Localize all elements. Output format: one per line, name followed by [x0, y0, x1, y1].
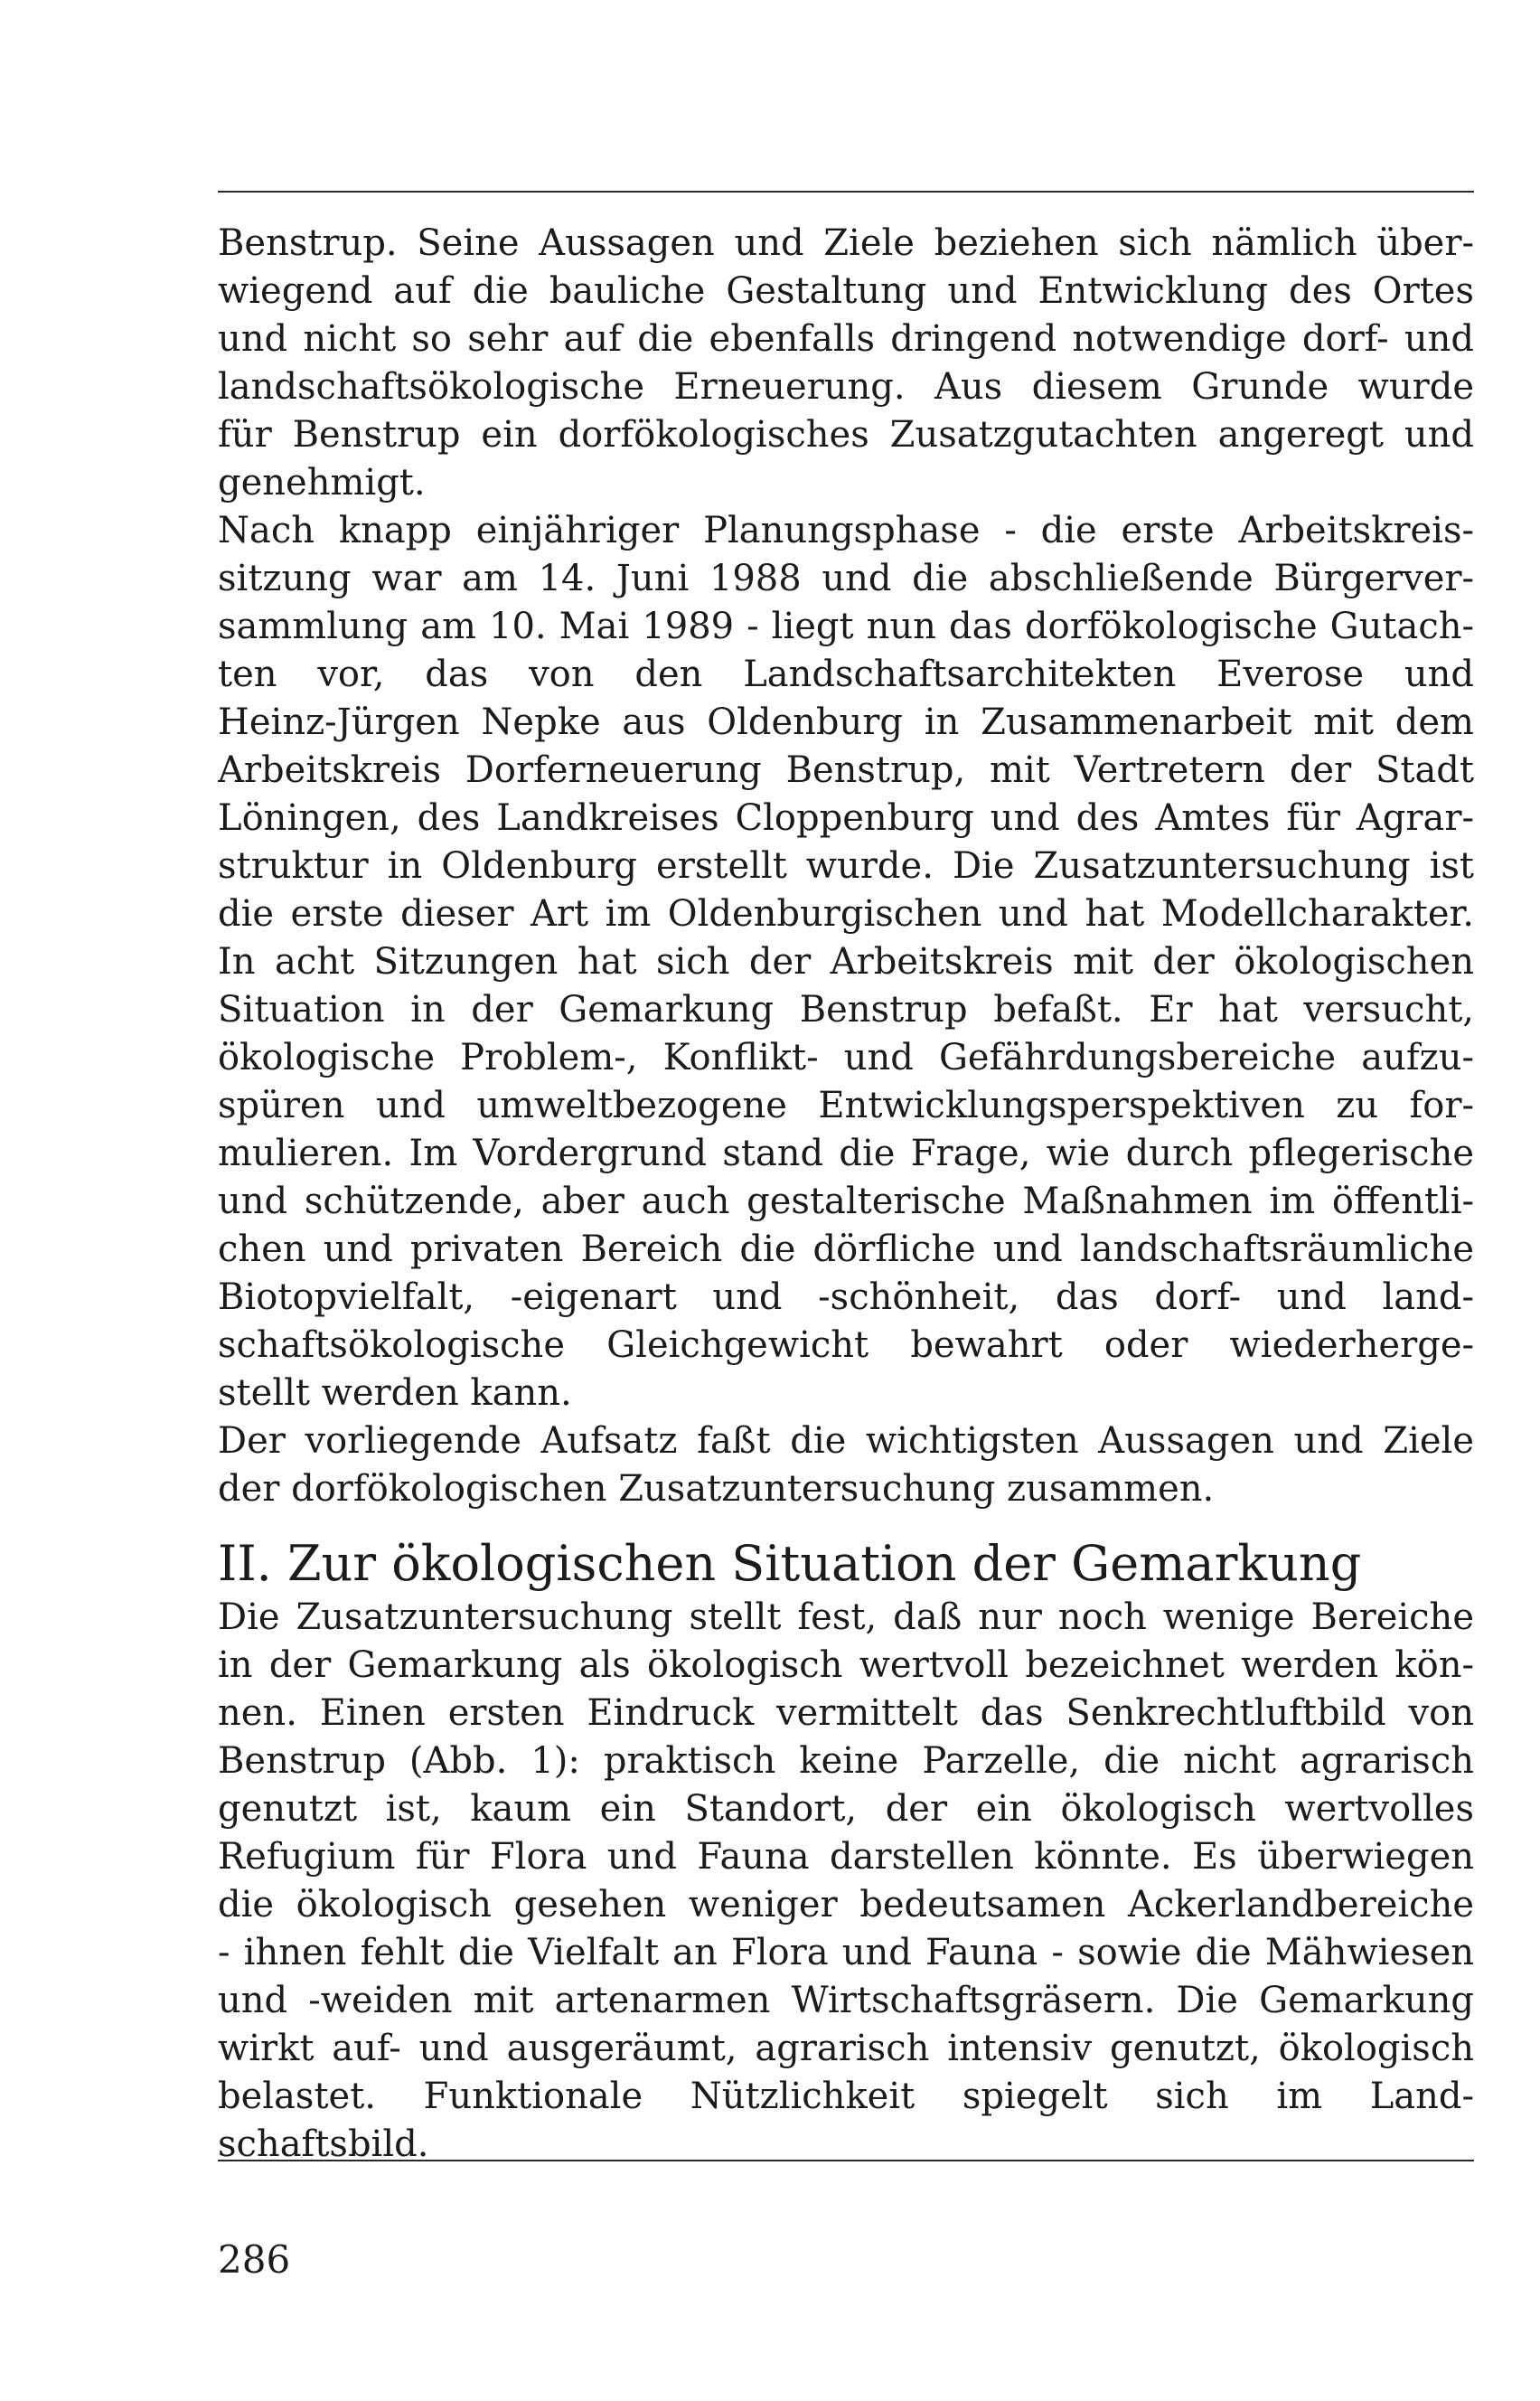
page-number: 286 [218, 2237, 291, 2282]
section-2-text [218, 1594, 1474, 2169]
text-line: Löningen, des Landkreises Cloppenburg und des Amtes für Agrar- [218, 797, 1474, 839]
text-line: die erste dieser Art im Oldenburgischen und hat Modellcharakter. [218, 893, 1474, 935]
text-line: und nicht so sehr auf die ebenfalls dringend notwendige dorf- und [218, 318, 1474, 360]
text-line: Refugium für Flora und Fauna darstellen könnte. Es überwiegen [218, 1836, 1474, 1878]
top-rule [218, 191, 1474, 193]
text-line: Die Zusatzuntersuchung stellt fest, daß nur noch wenige Bereiche [218, 1596, 1474, 1638]
text-line: nen. Einen ersten Eindruck vermittelt das Senkrechtluftbild von [218, 1692, 1474, 1734]
text-line: sitzung war am 14. Juni 1988 und die abschließende Bürgerver- [218, 558, 1474, 599]
text-line: wirkt auf- und ausgeräumt, agrarisch intensiv genutzt, ökologisch [218, 2028, 1474, 2069]
text-line: schaftsökologische Gleichgewicht bewahrt oder wiederherge- [218, 1324, 1474, 1366]
text-line: Heinz-Jürgen Nepke aus Oldenburg in Zusammenarbeit mit dem [218, 701, 1474, 743]
text-line: und -weiden mit artenarmen Wirtschaftsgräsern. Die Gemarkung [218, 1980, 1474, 2021]
section-1-text [218, 220, 1474, 1513]
text-line: ten vor, das von den Landschaftsarchitekten Everose und [218, 654, 1474, 695]
text-line: Nach knapp einjähriger Planungsphase - die erste Arbeitskreis- [218, 510, 1474, 551]
text-line: mulieren. Im Vordergrund stand die Frage, wie durch pflegerische [218, 1133, 1474, 1174]
section-heading: II. Zur ökologischen Situation der Gemarkung [218, 1535, 1362, 1592]
text-line: Benstrup. Seine Aussagen und Ziele beziehen sich nämlich über- [218, 222, 1474, 264]
text-line: landschaftsökologische Erneuerung. Aus diesem Grunde wurde [218, 366, 1474, 408]
text-line: Arbeitskreis Dorferneuerung Benstrup, mit Vertretern der Stadt [218, 749, 1474, 791]
text-line: struktur in Oldenburg erstellt wurde. Die Zusatzuntersuchung ist [218, 845, 1474, 887]
text-line: sammlung am 10. Mai 1989 - liegt nun das dorfökologische Gutach- [218, 606, 1474, 647]
text-line: ökologische Problem-, Konflikt- und Gefährdungsbereiche aufzu- [218, 1037, 1474, 1078]
text-line: chen und privaten Bereich die dörfliche und landschaftsräumliche [218, 1229, 1474, 1270]
bottom-rule [218, 2160, 1474, 2161]
text-line: belastet. Funktionale Nützlichkeit spiegelt sich im Land- [218, 2076, 1474, 2117]
text-line: genehmigt. [218, 462, 426, 504]
text-line: Der vorliegende Aufsatz faßt die wichtigsten Aussagen und Ziele [218, 1420, 1474, 1462]
text-line: - ihnen fehlt die Vielfalt an Flora und Fauna - sowie die Mähwiesen [218, 1932, 1474, 1973]
text-line: der dorfökologischen Zusatzuntersuchung zusammen. [218, 1468, 1215, 1510]
text-line: spüren und umweltbezogene Entwicklungsperspektiven zu for- [218, 1085, 1474, 1126]
text-line: wiegend auf die bauliche Gestaltung und Entwicklung des Ortes [218, 270, 1474, 312]
text-line: und schützende, aber auch gestalterische Maßnahmen im öffentli- [218, 1181, 1474, 1222]
text-line: stellt werden kann. [218, 1372, 572, 1414]
text-line: Situation in der Gemarkung Benstrup befaßt. Er hat versucht, [218, 989, 1474, 1031]
text-line: Biotopvielfalt, -eigenart und -schönheit, das dorf- und land- [218, 1276, 1474, 1318]
text-line: In acht Sitzungen hat sich der Arbeitskreis mit der ökologischen [218, 941, 1474, 983]
text-line: in der Gemarkung als ökologisch wertvoll bezeichnet werden kön- [218, 1644, 1474, 1686]
text-line: für Benstrup ein dorfökologisches Zusatzgutachten angeregt und [218, 414, 1474, 456]
text-line: Benstrup (Abb. 1): praktisch keine Parzelle, die nicht agrarisch [218, 1740, 1474, 1782]
text-line: schaftsbild. [218, 2123, 429, 2165]
text-line: die ökologisch gesehen weniger bedeutsamen Ackerlandbereiche [218, 1884, 1474, 1926]
text-line: genutzt ist, kaum ein Standort, der ein ökologisch wertvolles [218, 1788, 1474, 1830]
